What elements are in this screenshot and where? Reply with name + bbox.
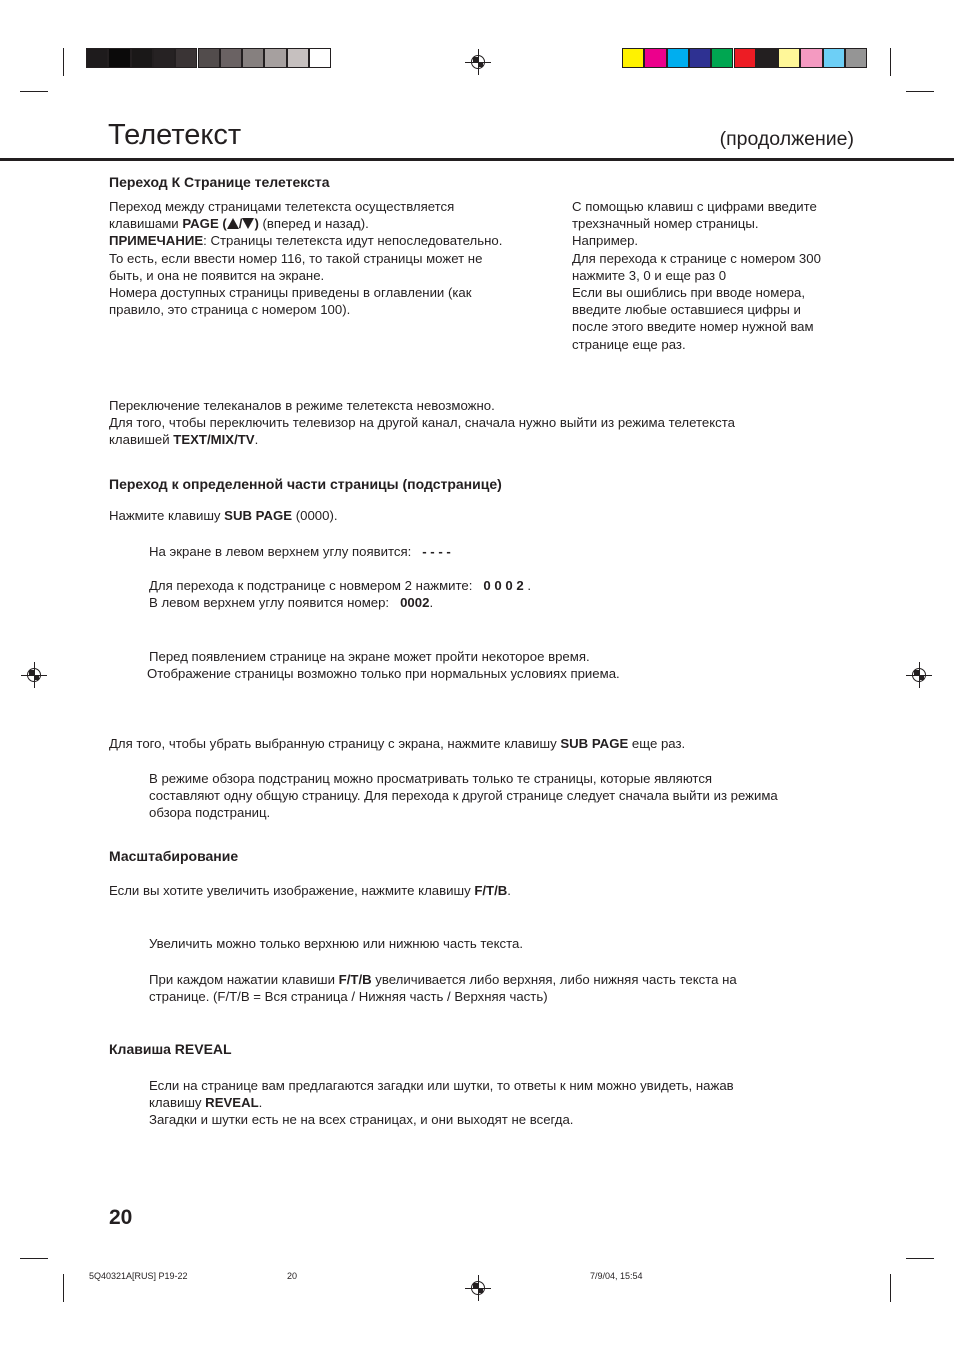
text-span: На экране в левом верхнем углу появится: (149, 544, 423, 559)
arrow-down-icon (242, 218, 254, 229)
section-heading-page-navigation: Переход К Странице телетекста (109, 174, 330, 190)
key-label: REVEAL (205, 1095, 259, 1111)
gray-swatch (242, 48, 264, 68)
text-line (149, 1094, 734, 1111)
page-title: Телетекст (108, 119, 242, 151)
crop-mark-top-right-h (906, 91, 934, 92)
zoom-cycle-note (149, 971, 737, 1005)
color-swatch (734, 48, 756, 68)
text-line: С помощью клавиш с цифрами введите (572, 199, 817, 214)
text-span: клавишами (109, 216, 183, 232)
gray-swatch (86, 48, 108, 68)
text-line: Переключение телеканалов в режиме телетекста невозможно. (109, 398, 495, 413)
reveal-note (149, 1077, 734, 1129)
key-separator: / (238, 216, 243, 232)
gray-swatch (153, 48, 175, 68)
color-swatch (711, 48, 733, 68)
text-line (109, 232, 502, 249)
gray-swatch (131, 48, 153, 68)
text-line: Для перехода к странице с номером 300 (572, 250, 821, 266)
text-span: . (254, 432, 259, 448)
text-line: странице еще раз. (572, 336, 686, 352)
key-label: TEXT/MIX/TV (173, 432, 255, 448)
section-heading-subpage: Переход к определенной части страницы (подстранице) (109, 476, 502, 492)
color-swatch (800, 48, 822, 68)
text-line (109, 882, 511, 899)
text-line: Переход между страницами телетекста осуществляется (109, 199, 455, 214)
footer-page: 20 (287, 1271, 298, 1281)
section-heading-reveal: Клавиша REVEAL (109, 1041, 232, 1057)
text-line: Если на странице вам предлагаются загадки или шутки, то ответы к ним можно увидеть, нажав (149, 1078, 734, 1093)
subpage-remove-instruction (109, 735, 685, 752)
text-line: составляют одну общую страницу. Для перехода к другой странице следует сначала выйти из режима (149, 788, 778, 804)
text-span: клавишей (109, 432, 174, 448)
key-label: F/T/B (338, 972, 372, 987)
text-line (109, 507, 338, 524)
footer-date: 7/9/04, 15:54 (590, 1271, 643, 1281)
key-close-paren: ) (254, 216, 259, 232)
color-swatch (689, 48, 711, 68)
text-span: В левом верхнем углу появится номер: (149, 595, 401, 611)
arrow-up-icon (227, 218, 239, 229)
color-swatch (778, 48, 800, 68)
zoom-limit-note (149, 935, 523, 952)
text-span: . (429, 595, 434, 611)
subpage-wait-note (149, 648, 620, 682)
text-span: : Страницы телетекста идут непоследовательно. (203, 233, 503, 249)
corner-number: 0002 (400, 595, 430, 611)
key-label: F/T/B (474, 883, 508, 898)
text-span: . (258, 1095, 263, 1111)
text-line: Например. (572, 233, 639, 249)
zoom-instruction (109, 882, 511, 899)
subpage-screen-indicator (149, 543, 451, 560)
text-line (109, 431, 735, 448)
text-line: То есть, если ввести номер 116, то такой страницы может не (109, 250, 483, 266)
page-number: 20 (109, 1206, 133, 1229)
text-span: увеличивается либо верхняя, либо нижняя часть текста на (371, 972, 737, 987)
text-line: Для того, чтобы переключить телевизор на другой канал, сначала нужно выйти из режима телетекста (109, 415, 735, 431)
text-span: еще раз. (628, 736, 686, 751)
text-line: Если вы ошиблись при вводе номера, (572, 285, 806, 301)
gray-swatch (175, 48, 197, 68)
text-line: Перед появлением странице на экране может пройти некоторое время. (149, 649, 590, 664)
text-line: Увеличить можно только верхнюю или нижнюю часть текста. (149, 936, 524, 951)
text-line: В режиме обзора подстраниц можно просматривать только те страницы, которые являются (149, 771, 713, 786)
registration-mark-left (21, 662, 47, 688)
text-line: трехзначный номер страницы. (572, 216, 759, 232)
color-swatch (845, 48, 867, 68)
key-label: SUB PAGE (224, 508, 293, 523)
crop-mark-bottom-right-h (906, 1258, 934, 1259)
text-line: обзора подстраниц. (149, 805, 271, 821)
crop-mark-top-left-h (20, 91, 48, 92)
text-line: правило, это страница с номером 100). (109, 302, 351, 318)
note-label: ПРИМЕЧАНИЕ (109, 233, 204, 249)
screen-value: - - - - (422, 544, 451, 559)
registration-mark-top (465, 49, 491, 75)
text-line: нажмите 3, 0 и еще раз 0 (572, 267, 727, 283)
text-span: При каждом нажатии клавиши (149, 972, 339, 987)
text-line: странице. (F/T/B = Вся страница / Нижняя часть / Верхняя часть) (149, 989, 548, 1005)
key-label: SUB PAGE (560, 736, 629, 751)
color-swatch (667, 48, 689, 68)
section1-right-column (572, 198, 821, 353)
text-line: быть, и она не появится на экране. (109, 267, 325, 283)
crop-mark-top-left-v (63, 48, 64, 76)
gray-swatch (309, 48, 331, 68)
section1-left-column (109, 198, 502, 318)
subpage-goto-instruction (149, 577, 531, 611)
text-line (149, 594, 531, 611)
header-rule (0, 158, 954, 161)
footer-file-name: 5Q40321A[RUS] P19-22 (89, 1271, 188, 1281)
subpage-press-instruction (109, 507, 338, 524)
text-span: Для того, чтобы убрать выбранную страницу с экрана, нажмите клавишу (109, 736, 561, 751)
registration-mark-right (906, 662, 932, 688)
text-line: введите любые оставшиеся цифры и (572, 302, 801, 318)
text-span: . (507, 883, 511, 898)
text-span: Если вы хотите увеличить изображение, нажмите клавишу (109, 883, 475, 898)
key-sequence: 0 0 0 2 (483, 578, 524, 593)
text-line: Загадки и шутки есть не на всех страницах, и они выходят не всегда. (149, 1112, 574, 1128)
text-line (109, 215, 502, 232)
page-key-label: PAGE ( (182, 216, 227, 232)
text-line: Номера доступных страницы приведены в оглавлении (как (109, 285, 472, 301)
gray-swatch (264, 48, 286, 68)
color-swatch (756, 48, 778, 68)
crop-mark-bottom-left-h (20, 1258, 48, 1259)
text-line (149, 971, 737, 988)
color-swatch (644, 48, 666, 68)
text-span: Нажмите клавишу (109, 508, 225, 523)
text-line (109, 735, 685, 752)
subpage-review-note (149, 770, 778, 822)
text-span: Для перехода к подстранице с новмером 2 нажмите: (149, 578, 484, 593)
section-heading-zoom: Масштабирование (109, 848, 239, 864)
text-line: после этого введите номер нужной вам (572, 319, 814, 335)
text-line (149, 577, 531, 594)
color-swatch (823, 48, 845, 68)
text-span: клавишу (149, 1095, 206, 1111)
text-span: (вперед и назад). (258, 216, 369, 232)
text-span: . (523, 578, 532, 593)
text-line (149, 543, 451, 560)
crop-mark-bottom-left-v (63, 1274, 64, 1302)
crop-mark-bottom-right-v (890, 1274, 891, 1302)
gray-swatch (108, 48, 130, 68)
text-line: Отображение страницы возможно только при нормальных условиях приема. (147, 666, 620, 682)
gray-swatch (198, 48, 220, 68)
registration-mark-bottom (465, 1275, 491, 1301)
crop-mark-top-right-v (890, 48, 891, 76)
color-swatch (622, 48, 644, 68)
gray-swatch (287, 48, 309, 68)
page-subtitle: (продолжение) (719, 128, 854, 150)
gray-swatch (220, 48, 242, 68)
channel-switch-note (109, 397, 735, 449)
text-span: (0000). (292, 508, 338, 523)
